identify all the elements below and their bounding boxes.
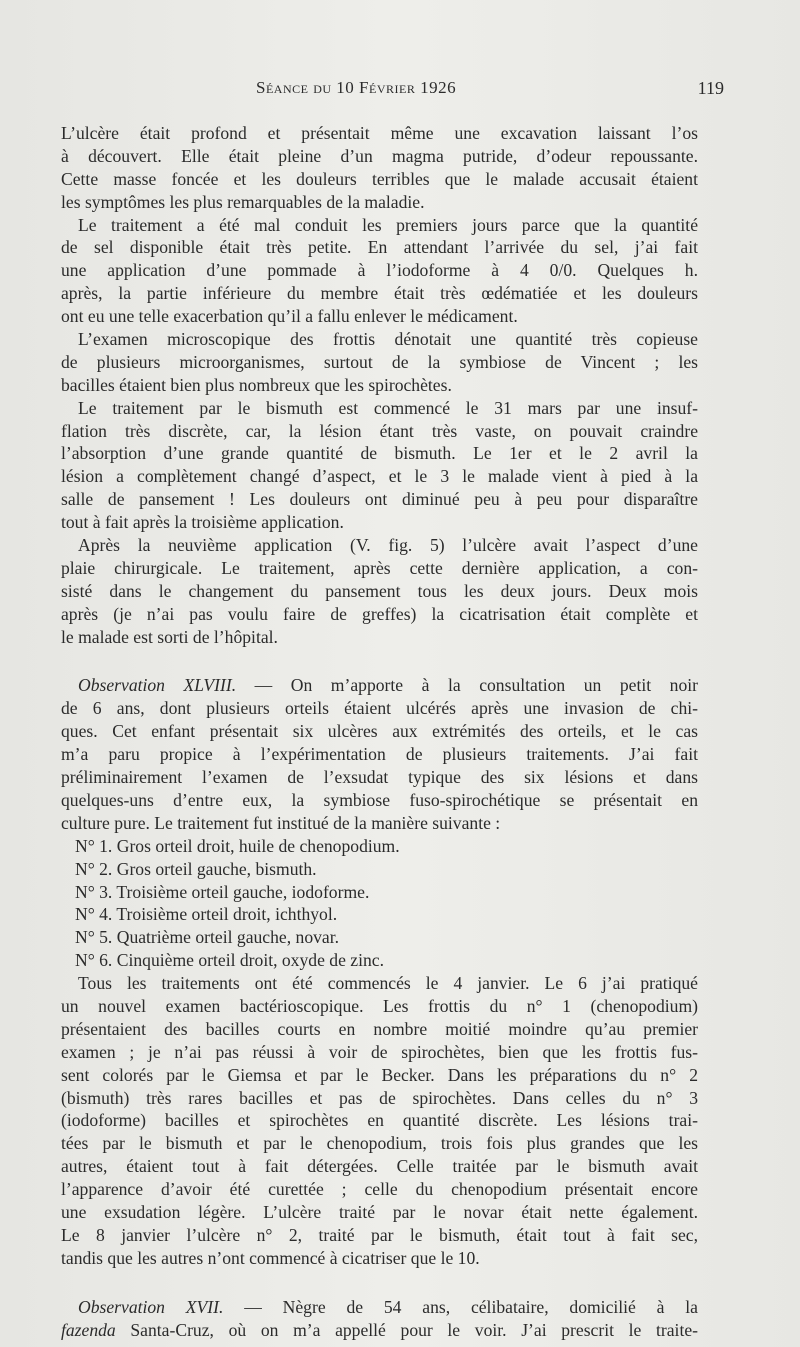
list-item: N° 5. Quatrième orteil gauche, novar.	[75, 927, 340, 948]
text-line: préliminairement l’examen de l’exsudat typique des six lésions et dans	[61, 767, 698, 788]
text-line: Tous les traitements ont été commencés le 4 janvier. Le 6 j’ai pratiqué	[78, 973, 698, 994]
text-line: l’apparence d’avoir été curettée ; celle du chenopodium présentait encore	[61, 1179, 698, 1200]
text-line	[61, 1319, 698, 1342]
text-line: tout à fait après la troisième application.	[61, 512, 344, 533]
text-line: après, la partie inférieure du membre était très œdématiée et les douleurs	[61, 283, 698, 304]
text-line: l’absorption d’une grande quantité de bismuth. Le 1er et le 2 avril la	[61, 443, 698, 464]
text-line: à découvert. Elle était pleine d’un magma putride, d’odeur repoussante.	[61, 145, 698, 166]
text-line: (bismuth) très rares bacilles et pas de spirochètes. Dans celles du n° 3	[61, 1087, 698, 1108]
text-line: présentaient des bacilles courts en nombre moitié moindre qu’au premier	[61, 1018, 698, 1039]
observation-heading: Observation XLVIII.	[78, 675, 237, 696]
text-line: le malade est sorti de l’hôpital.	[61, 626, 278, 647]
text-line: (iodoforme) bacilles et spirochètes en quantité discrète. Les lésions trai-	[61, 1110, 698, 1131]
text-line: de plusieurs microorganismes, surtout de la symbiose de Vincent ; les	[61, 351, 698, 372]
text-line: sent colorés par le Giemsa et par le Becker. Dans les préparations du n° 2	[61, 1064, 698, 1085]
text-line: Le traitement par le bismuth est commencé le 31 mars par une insuf-	[78, 397, 698, 418]
text-segment: — Nègre de 54 ans, célibataire, domicilié à la	[223, 1296, 698, 1317]
italic-term: fazenda	[61, 1319, 116, 1340]
text-segment: — On m’apporte à la consultation un petit noir	[236, 675, 698, 696]
text-line: quelques-uns d’entre eux, la symbiose fuso-spirochétique se présentait en	[61, 789, 698, 810]
list-item: N° 3. Troisième orteil gauche, iodoforme.	[75, 881, 370, 902]
text-line: une application d’une pommade à l’iodoforme à 4 0/0. Quelques h.	[61, 260, 698, 281]
text-line: plaie chirurgicale. Le traitement, après cette dernière application, a con-	[61, 557, 698, 578]
text-line: Cette masse foncée et les douleurs terribles que le malade accusait étaient	[61, 168, 698, 189]
text-line: m’a paru propice à l’expérimentation de plusieurs traitements. J’ai fait	[61, 744, 698, 765]
text-line	[61, 1296, 698, 1319]
text-line: Le traitement a été mal conduit les premiers jours parce que la quantité	[78, 214, 698, 235]
text-line: examen ; je n’ai pas réussi à voir de spirochètes, bien que les frottis fus-	[61, 1041, 698, 1062]
text-line: bacilles étaient bien plus nombreux que les spirochètes.	[61, 374, 452, 395]
text-line: L’examen microscopique des frottis dénotait une quantité très copieuse	[78, 329, 698, 350]
list-item: N° 4. Troisième orteil droit, ichthyol.	[75, 904, 338, 925]
text-line: culture pure. Le traitement fut institué de la manière suivante :	[61, 812, 501, 833]
observation-heading: Observation XVII.	[78, 1296, 224, 1317]
list-item: N° 2. Gros orteil gauche, bismuth.	[75, 858, 317, 879]
text-line: Après la neuvième application (V. fig. 5) l’ulcère avait l’aspect d’une	[78, 535, 698, 556]
list-item: N° 1. Gros orteil droit, huile de chenopodium.	[75, 835, 400, 856]
text-line: de 6 ans, dont plusieurs orteils étaient ulcérés après une invasion de chi-	[61, 698, 698, 719]
running-head: Séance du 10 Février 1926	[256, 78, 457, 97]
text-line: ques. Cet enfant présentait six ulcères aux extrémités des orteils, et le cas	[61, 721, 698, 742]
text-line: ont eu une telle exacerbation qu’il a fallu enlever le médicament.	[61, 306, 518, 327]
text-line: flation très discrète, car, la lésion étant très vaste, on pouvait craindre	[61, 420, 698, 441]
text-line: une exsudation légère. L’ulcère traité par le novar était nette également.	[61, 1201, 698, 1222]
text-line	[61, 674, 698, 697]
text-line: de sel disponible était très petite. En attendant l’arrivée du sel, j’ai fait	[61, 237, 698, 258]
page-header	[60, 78, 740, 104]
text-line: autres, étaient tout à fait détergées. Celle traitée par le bismuth avait	[61, 1156, 698, 1177]
text-line: salle de pansement ! Les douleurs ont diminué peu à peu pour disparaître	[61, 489, 698, 510]
text-line: sisté dans le changement du pansement tous les deux jours. Deux mois	[61, 580, 698, 601]
text-line: un nouvel examen bactérioscopique. Les frottis du n° 1 (chenopodium)	[61, 995, 698, 1016]
body-text	[61, 122, 698, 1341]
text-line: les symptômes les plus remarquables de la maladie.	[61, 191, 425, 212]
list-item: N° 6. Cinquième orteil droit, oxyde de zinc.	[75, 950, 384, 971]
page-number: 119	[697, 78, 724, 98]
text-line: Le 8 janvier l’ulcère n° 2, traité par le bismuth, était tout à fait sec,	[61, 1224, 698, 1245]
text-segment: Santa-Cruz, où on m’a appellé pour le voir. J’ai prescrit le traite-	[115, 1319, 698, 1340]
text-line: après (je n’ai pas voulu faire de greffes) la cicatrisation était complète et	[61, 603, 698, 624]
text-line: lésion a complètement changé d’aspect, et le 3 le malade vient à pied à la	[61, 466, 698, 487]
text-line: L’ulcère était profond et présentait même une excavation laissant l’os	[61, 123, 698, 143]
section-gap	[61, 648, 698, 674]
text-line: tandis que les autres n’ont commencé à cicatriser que le 10.	[61, 1247, 480, 1268]
section-gap	[61, 1270, 698, 1296]
text-line: tées par le bismuth et par le chenopodium, trois fois plus grandes que les	[61, 1133, 698, 1154]
